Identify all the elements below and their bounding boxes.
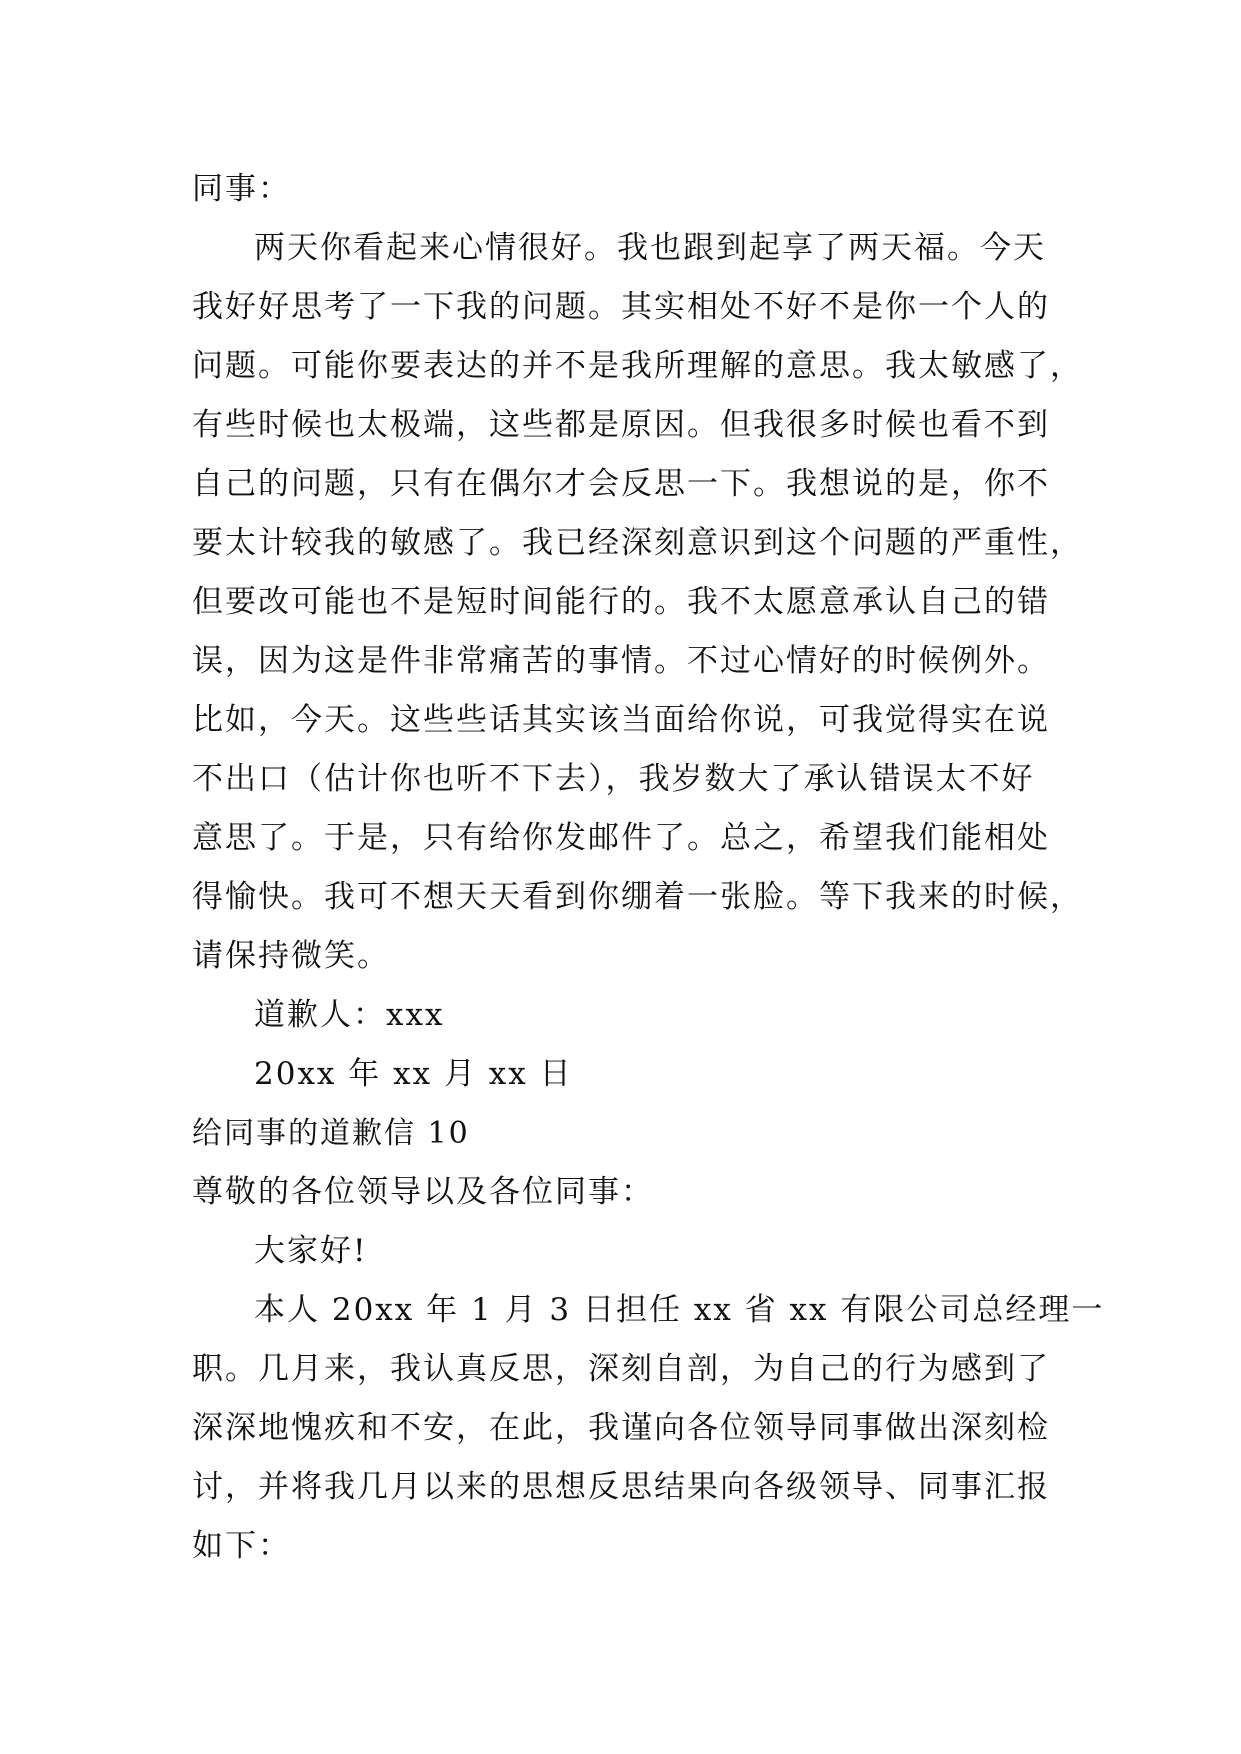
- letter2-title: 给同事的道歉信 10: [192, 1116, 470, 1151]
- letter1-body-line: 但要改可能也不是短时间能行的。我不太愿意承认自己的错: [192, 584, 1050, 620]
- letter1-body-line: 请保持微笑。: [192, 938, 390, 974]
- letter1-body-line: 意思了。于是，只有给你发邮件了。总之，希望我们能相处: [192, 820, 1050, 856]
- letter2-greeting: 大家好!: [254, 1233, 368, 1269]
- letter1-body: [192, 219, 1083, 986]
- letter1-body-line: 得愉快。我可不想天天看到你绷着一张脸。等下我来的时候，: [192, 879, 1083, 915]
- letter1-body-line: 自己的问题，只有在偶尔才会反思一下。我想说的是，你不: [192, 466, 1050, 502]
- letter1-salutation: 同事：: [192, 171, 291, 207]
- letter2-body: [192, 1281, 1105, 1576]
- letter1-body-line: 要太计较我的敏感了。我已经深刻意识到这个问题的严重性，: [192, 525, 1083, 561]
- letter1-body-line: 不出口（估计你也听不下去），我岁数大了承认错误太不好: [192, 761, 1035, 797]
- letter2-body-line: 深深地愧疚和不安，在此，我谨向各位领导同事做出深刻检: [192, 1410, 1050, 1446]
- letter1-body-line: 问题。可能你要表达的并不是我所理解的意思。我太敏感了，: [192, 348, 1083, 384]
- letter1-body-line: 有些时候也太极端，这些都是原因。但我很多时候也看不到: [192, 407, 1050, 443]
- letter1-body-line: 两天你看起来心情很好。我也跟到起享了两天福。今天: [254, 230, 1046, 266]
- document-content: [192, 160, 1105, 1576]
- letter1-body-line: 误，因为这是件非常痛苦的事情。不过心情好的时候例外。: [192, 643, 1050, 679]
- letter2-salutation: 尊敬的各位领导以及各位同事：: [192, 1174, 654, 1210]
- letter2-body-line: 职。几月来，我认真反思，深刻自剖，为自己的行为感到了: [192, 1351, 1050, 1387]
- letter1-body-line: 比如，今天。这些些话其实该当面给你说，可我觉得实在说: [192, 702, 1050, 738]
- letter2-body-line: 讨，并将我几月以来的思想反思结果向各级领导、同事汇报: [192, 1469, 1050, 1505]
- letter2-body-line: 本人 20xx 年 1 月 3 日担任 xx 省 xx 有限公司总经理一: [254, 1292, 1105, 1328]
- letter1-body-line: 我好好思考了一下我的问题。其实相处不好不是你一个人的: [192, 289, 1050, 325]
- letter1-date: 20xx 年 xx 月 xx 日: [254, 1056, 573, 1092]
- letter1-signature: 道歉人：xxx: [254, 997, 445, 1033]
- letter2-body-line: 如下：: [192, 1528, 291, 1564]
